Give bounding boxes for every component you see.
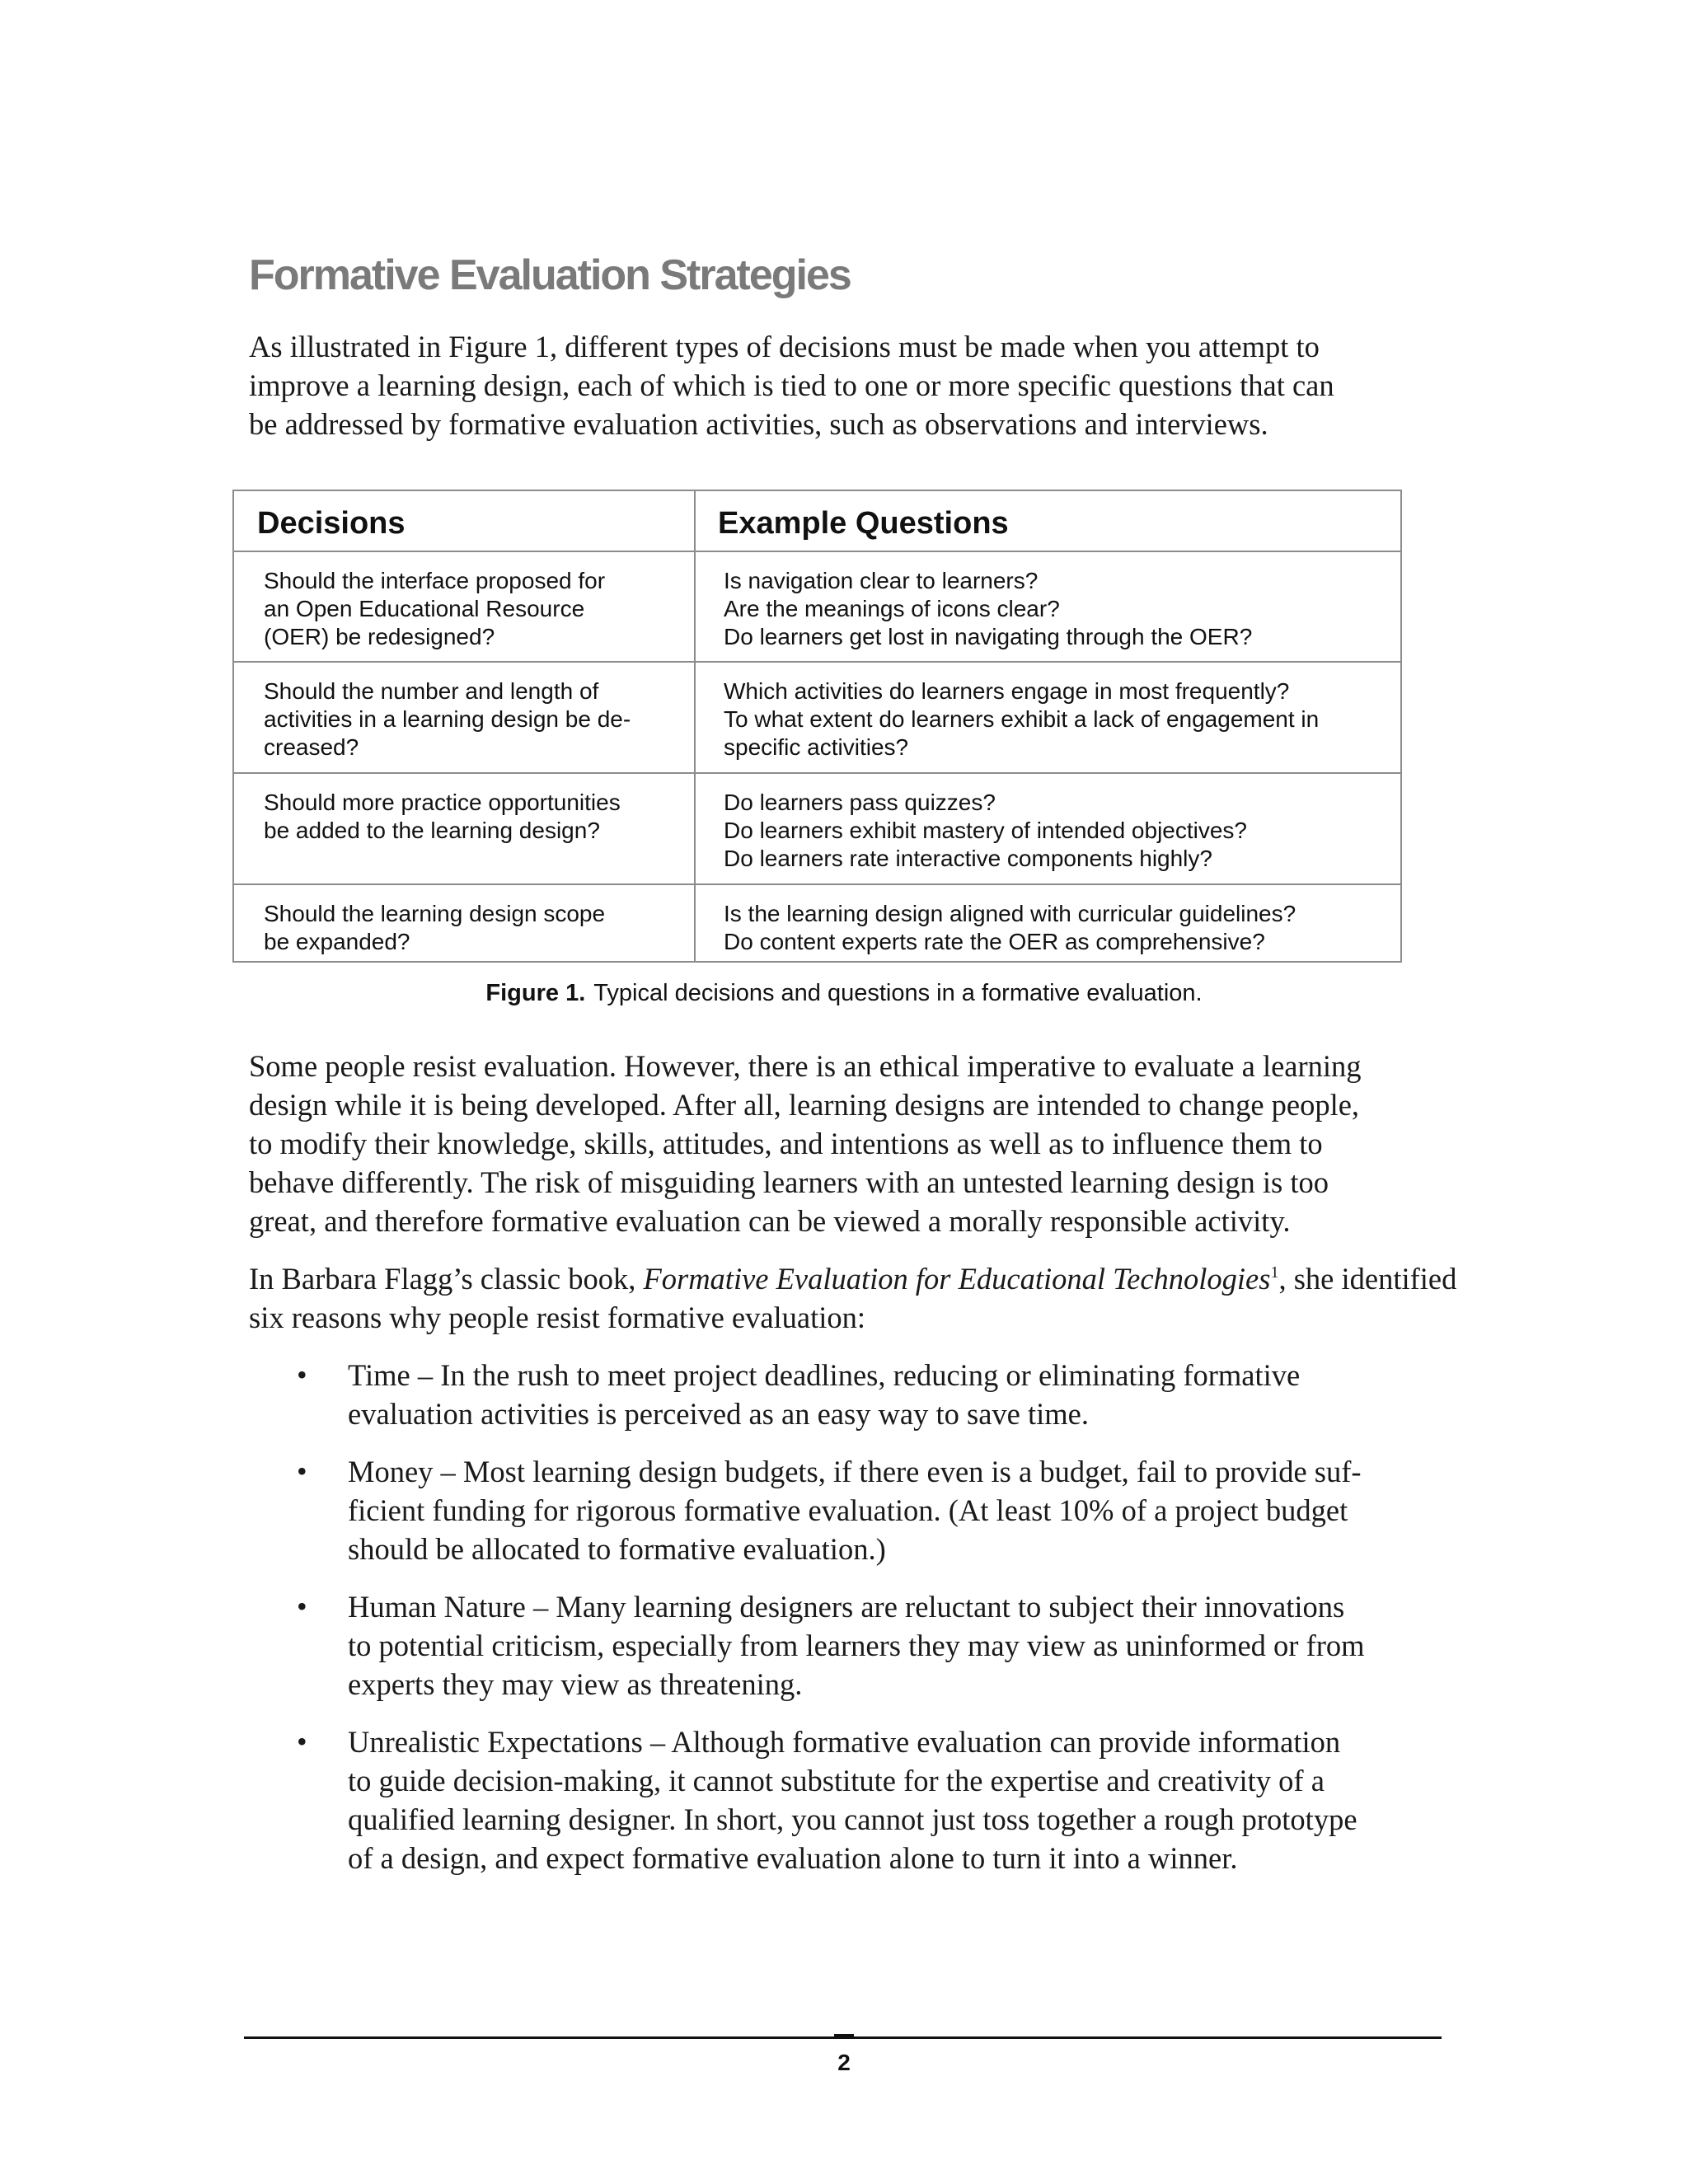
list-item (249, 1356, 1444, 1433)
table-cell-decision (264, 900, 605, 956)
table-cell-questions (724, 567, 1252, 651)
bullet-icon: • (297, 1358, 307, 1391)
paragraph-line: six reasons why people resist formative evaluation: (249, 1301, 866, 1334)
cell-line: Is navigation clear to learners? (724, 568, 1039, 593)
flagg-paragraph (249, 1259, 1457, 1337)
table-header-questions: Example Questions (718, 506, 1009, 541)
resistance-reasons-list (249, 1356, 1444, 1896)
footer-mark (834, 2034, 854, 2039)
figure-caption-text: Typical decisions and questions in a formative evaluation. (593, 980, 1203, 1006)
list-item-line: Time – In the rush to meet project deadlines, reducing or eliminating formative (348, 1358, 1301, 1392)
cell-line: To what extent do learners exhibit a lack of engagement in (724, 706, 1320, 732)
bullet-icon: • (297, 1590, 307, 1623)
flagg-text-after: , she identified (1278, 1262, 1457, 1296)
cell-line: Do learners exhibit mastery of intended objectives? (724, 818, 1248, 843)
list-item-line: evaluation activities is perceived as an easy way to save time. (348, 1397, 1089, 1431)
paragraph-line: great, and therefore formative evaluation can be viewed a morally responsible activity. (249, 1204, 1291, 1238)
figure-label: Figure 1. (485, 980, 586, 1006)
list-item-line: should be allocated to formative evaluation.) (348, 1532, 886, 1566)
cell-line: specific activities? (724, 734, 909, 760)
intro-line: improve a learning design, each of which is tied to one or more specific questions that can (249, 368, 1334, 402)
list-item-line: of a design, and expect formative evaluation alone to turn it into a winner. (348, 1841, 1238, 1875)
table-row-divider (234, 551, 1400, 552)
cell-line: Are the meanings of icons clear? (724, 596, 1060, 621)
page-number: 2 (837, 2050, 851, 2075)
list-item-line: to potential criticism, especially from learners they may view as uninformed or from (348, 1629, 1365, 1662)
list-item-line: experts they may view as threatening. (348, 1667, 803, 1701)
cell-line: Is the learning design aligned with curricular guidelines? (724, 901, 1296, 926)
list-item-line: ficient funding for rigorous formative evaluation. (At least 10% of a project budget (348, 1493, 1348, 1527)
paragraph-line: Some people resist evaluation. However, there is an ethical imperative to evaluate a learning (249, 1049, 1362, 1083)
cell-line: creased? (264, 734, 359, 760)
list-item-line: to guide decision-making, it cannot substitute for the expertise and creativity of a (348, 1764, 1325, 1797)
table-cell-decision (264, 677, 631, 762)
list-item-line: Money – Most learning design budgets, if there even is a budget, fail to provide suf- (348, 1455, 1362, 1488)
list-item (249, 1587, 1444, 1704)
table-row-divider (234, 661, 1400, 663)
cell-line: Do content experts rate the OER as comprehensive? (724, 929, 1265, 954)
cell-line: Should the interface proposed for (264, 568, 606, 593)
table-cell-questions (724, 900, 1296, 956)
cell-line: Should the learning design scope (264, 901, 606, 926)
table-cell-questions (724, 789, 1247, 873)
figure-caption (0, 980, 1688, 1007)
table-cell-questions (724, 677, 1319, 762)
paragraph-line: behave differently. The risk of misguiding learners with an untested learning design is too (249, 1165, 1329, 1199)
table-row-divider (234, 772, 1400, 774)
cell-line: Which activities do learners engage in most frequently? (724, 678, 1290, 704)
paragraph-line: design while it is being developed. After all, learning designs are intended to change people, (249, 1088, 1360, 1122)
list-item (249, 1722, 1444, 1877)
cell-line: Do learners rate interactive components highly? (724, 846, 1212, 871)
cell-line: activities in a learning design be de- (264, 706, 631, 732)
decisions-questions-table (232, 490, 1402, 963)
footnote-marker: 1 (1270, 1263, 1279, 1282)
section-heading: Formative Evaluation Strategies (249, 251, 851, 299)
intro-paragraph (249, 327, 1436, 443)
paragraph-line: to modify their knowledge, skills, attitudes, and intentions as well as to influence them to (249, 1127, 1323, 1160)
cell-line: Should more practice opportunities (264, 790, 621, 815)
table-row-divider (234, 883, 1400, 885)
paragraph-line (249, 1259, 1457, 1298)
bullet-icon: • (297, 1455, 307, 1488)
list-item-line: Human Nature – Many learning designers are reluctant to subject their innovations (348, 1590, 1345, 1624)
book-title: Formative Evaluation for Educational Technologies (643, 1262, 1271, 1296)
intro-line: As illustrated in Figure 1, different types of decisions must be made when you attempt to (249, 330, 1320, 363)
list-item-line: qualified learning designer. In short, you cannot just toss together a rough prototype (348, 1802, 1357, 1836)
cell-line: an Open Educational Resource (264, 596, 585, 621)
table-cell-decision (264, 789, 621, 845)
table-cell-decision (264, 567, 605, 651)
list-item (249, 1452, 1444, 1568)
table-column-divider (694, 491, 696, 961)
cell-line: (OER) be redesigned? (264, 624, 495, 649)
flagg-text-before: In Barbara Flagg’s classic book, (249, 1262, 644, 1296)
cell-line: Do learners get lost in navigating through the OER? (724, 624, 1253, 649)
intro-line: be addressed by formative evaluation activities, such as observations and interviews. (249, 407, 1268, 441)
cell-line: be expanded? (264, 929, 410, 954)
cell-line: Do learners pass quizzes? (724, 790, 996, 815)
list-item-line: Unrealistic Expectations – Although formative evaluation can provide information (348, 1725, 1341, 1759)
table-header-decisions: Decisions (257, 506, 406, 541)
ethics-paragraph (249, 1047, 1436, 1240)
bullet-icon: • (297, 1725, 307, 1758)
cell-line: Should the number and length of (264, 678, 599, 704)
cell-line: be added to the learning design? (264, 818, 600, 843)
